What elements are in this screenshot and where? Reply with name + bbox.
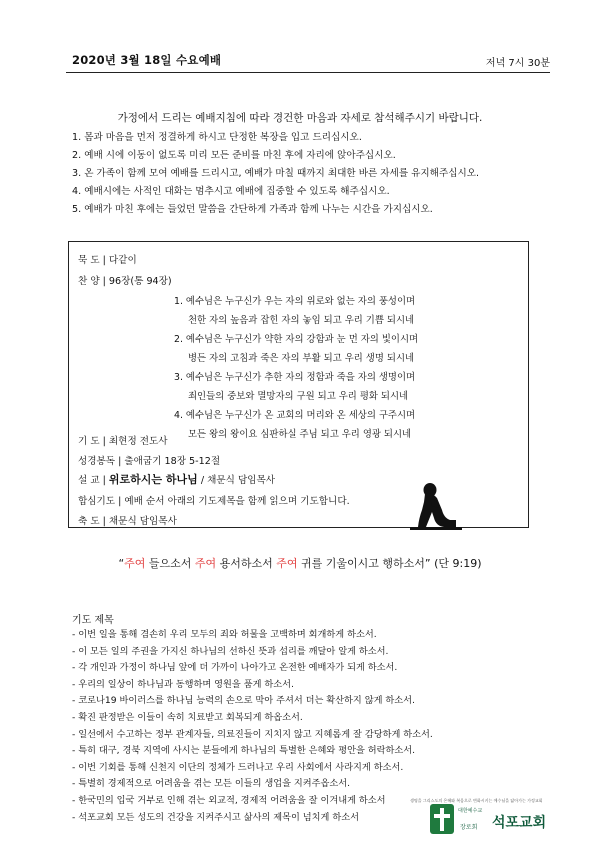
guideline-item: 4. 예배시에는 사적인 대화는 멈추시고 예배에 집중할 수 있도록 해주십시오. [72,186,390,197]
hymn-line: 죄인들의 중보와 멸망자의 구원 되고 우리 평화 되시네 [188,391,409,402]
prayer-topic: - 이번 일을 통해 겸손히 우리 모두의 죄와 허물을 고백하며 회개하게 하소서. [72,629,377,640]
prayer-topic: - 각 개인과 가정이 하나님 앞에 더 가까이 나아가고 온전한 예배자가 되게 하소서. [72,662,398,674]
prayer-topics-list [72,627,433,826]
verse-text: 들으소서 [145,557,195,570]
order-silent-prayer: 묵 도 | 다같이 [78,255,137,266]
hymn-line: 모든 왕의 왕이요 심판하실 주님 되고 우리 영광 되시네 [188,429,412,440]
order-benediction: 축 도 | 채문식 담임목사 [78,516,177,527]
prayer-topic: - 특히 대구, 경북 지역에 사시는 분들에게 하나님의 특별한 은혜와 평안을 허락하소서. [72,745,416,757]
logo-denomination: 대한예수교 [458,808,483,814]
order-sermon [78,471,275,487]
sermon-label: 설 교 | [78,475,109,486]
service-date: 2020년 3월 18일 수요예배 [72,53,222,67]
service-time: 저녁 7시 30분 [485,58,550,69]
prayer-topic: - 특별히 경제적으로 어려움을 겪는 모든 이들의 생업을 지켜주옵소서. [72,778,351,790]
order-together-prayer: 합심기도 | 예배 순서 아래의 기도제목을 함께 읽으며 기도합니다. [78,496,350,507]
cross-logo-icon [430,804,454,834]
prayer-topic: - 코로나19 바이러스를 하나님 능력의 손으로 막아 주셔서 더는 확산하지 않게 하소서. [72,695,415,707]
prayer-topic: - 이 모든 일의 주권을 가지신 하나님의 선하신 뜻과 섭리를 깨달아 알게 하소서. [72,645,389,657]
guideline-item: 5. 예배가 마친 후에는 들었던 말씀을 간단하게 가족과 함께 나누는 시간을 가지십시오. [72,204,433,215]
verse-open-quote: “ [118,557,125,570]
prayer-topic: - 한국민의 입국 거부로 인해 겪는 외교적, 경제적 어려움을 잘 이겨내게 하소서 [72,794,386,806]
order-hymn: 찬 양 | 96장(통 94장) [78,276,172,287]
verse-text: 용서하소서 [216,557,277,570]
hymn-line: 1. 예수님은 누구신가 우는 자의 위로와 없는 자의 풍성이며 [174,296,416,307]
hymn-line: 4. 예수님은 누구신가 온 교회의 머리와 온 세상의 구주시며 [174,410,416,421]
hymn-line: 3. 예수님은 누구신가 추한 자의 정함과 죽을 자의 생명이며 [174,372,416,383]
prayer-topic: - 일선에서 수고하는 정부 관계자들, 의료진들이 지치지 않고 지혜롭게 잘 감당하게 하소서. [72,728,433,740]
praying-figure-icon [410,478,462,532]
verse-emphasis: 주여 [124,557,146,570]
order-scripture: 성경봉독 | 출애굽기 18장 5-12절 [78,456,221,467]
sermon-title: 위로하시는 하나님 [108,473,198,486]
prayer-topic: - 이번 기회를 통해 신천지 이단의 정체가 드러나고 우리 사회에서 사라지게 하소서. [72,761,404,773]
guideline-item: 1. 몸과 마음을 먼저 정결하게 하시고 단정한 복장을 입고 드리십시오. [72,132,362,143]
prayer-topic: - 확진 판정받은 이들이 속히 치료받고 회복되게 하옵소서. [72,711,303,723]
guideline-item: 3. 온 가족이 함께 모여 예배를 드리시고, 예배가 마칠 때까지 최대한 바른 자세를 유지해주십시오. [72,168,480,179]
hymn-line: 천한 자의 높음과 잡힌 자의 놓임 되고 우리 기쁨 되시네 [188,315,415,326]
hymn-line: 2. 예수님은 누구신가 약한 자의 강함과 눈 먼 자의 빛이시며 [174,334,419,345]
sermon-speaker: / 채문식 담임목사 [197,475,276,486]
church-logo [430,804,560,834]
guideline-item: 2. 예배 시에 이동이 없도록 미리 모든 준비를 마친 후에 자리에 앉아주십시오. [72,150,396,161]
intro-text: 가정에서 드리는 예배지침에 따라 경건한 마음과 자세로 참석해주시기 바랍니다. [117,112,483,124]
logo-church-name: 석포교회 [492,815,547,831]
logo-fine-print: 생명을 그리스도의 은혜와 복음으로 변화시키는 예수님을 닮아가는 가정교회 [410,798,543,803]
prayer-topics-title: 기도 제목 [72,615,114,626]
prayer-topic: - 석포교회 모든 성도의 건강을 지켜주시고 삶사의 제목이 넘치게 하소서 [72,811,359,823]
bible-verse [0,555,600,571]
order-prayer: 기 도 | 최현정 전도사 [78,436,168,447]
worship-guidelines [72,129,479,219]
prayer-topic: - 우리의 일상이 하나님과 동행하며 영원을 품게 하소서. [72,678,294,690]
logo-denomination-sub: 장로회 [460,824,478,831]
hymn-line: 병든 자의 고침과 죽은 자의 부활 되고 우리 생명 되시네 [188,353,415,364]
header-divider [66,72,550,73]
hymn-lyrics [174,292,418,444]
verse-text: 귀를 기울이시고 행하소서” (단 9:19) [297,557,482,570]
verse-emphasis: 주여 [276,557,298,570]
verse-emphasis: 주여 [194,557,217,570]
